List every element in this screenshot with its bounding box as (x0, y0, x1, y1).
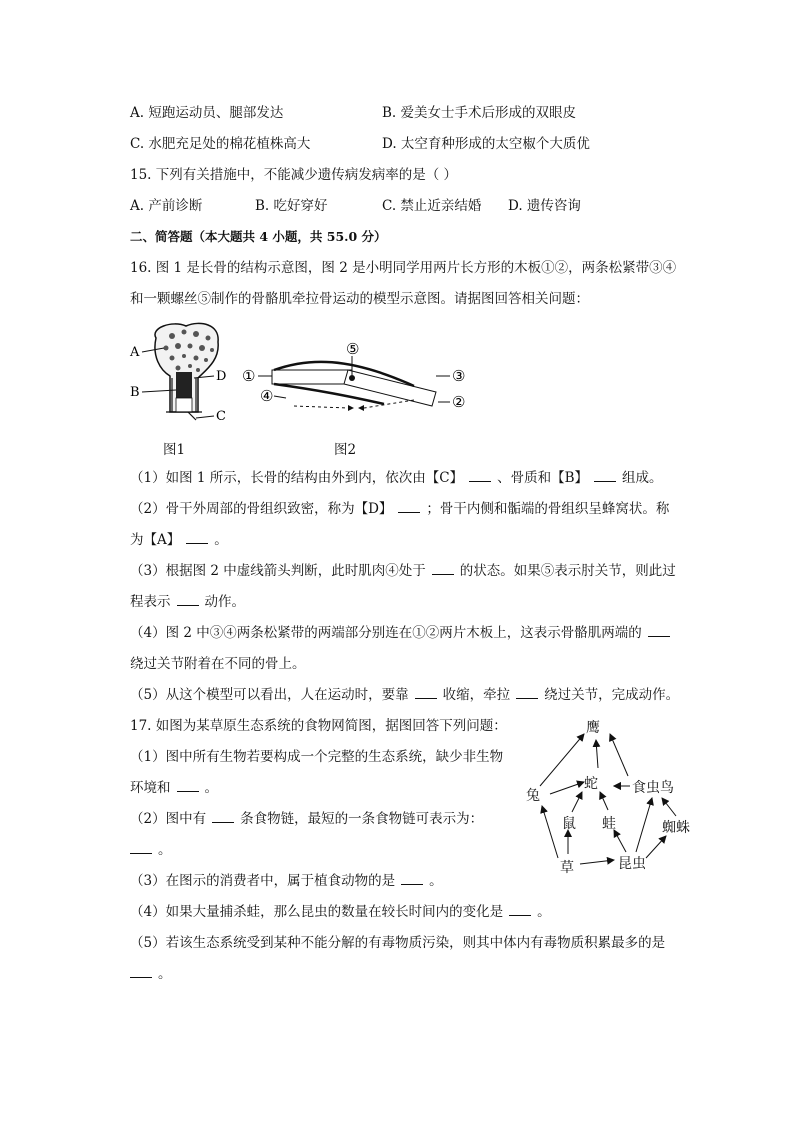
q17-part4: （4）如果大量捕杀蛙，那么昆虫的数量在较长时间内的变化是 。 (130, 904, 551, 920)
web-grass: 草 (560, 860, 574, 876)
fig2-mark-3: ③ (452, 367, 466, 385)
q14-option-c: C. 水肥充足处的棉花植株高大 (130, 136, 311, 152)
q14-option-d: D. 太空育种形成的太空椒个大质优 (382, 136, 590, 152)
web-bird: 食虫鸟 (632, 780, 674, 796)
fig2-mark-5: ⑤ (346, 340, 360, 358)
food-web-diagram (518, 712, 698, 880)
long-bone-figure (128, 320, 238, 430)
q17-part5: （5）若该生态系统受到某种不能分解的有毒物质污染，则其中体内有毒物质积累最多的是 (130, 935, 666, 951)
q16-part3: （3）根据图 2 中虚线箭头判断，此时肌肉④处于 的状态。如果⑤表示肘关节，则此过 (130, 563, 676, 579)
fig1-letter-c: C (216, 409, 226, 424)
web-spider: 蜘蛛 (662, 820, 690, 836)
q17-part2-cont: 。 (130, 841, 172, 859)
fig1-letter-d: D (216, 369, 227, 384)
fig2-mark-1: ① (242, 367, 256, 385)
web-hawk: 鹰 (586, 720, 600, 736)
q15-stem: 15. 下列有关措施中，不能减少遗传病发病率的是（ ） (130, 167, 458, 183)
q16-part3-cont: 程表示 动作。 (130, 594, 245, 610)
q17-part3: （3）在图示的消费者中，属于植食动物的是 。 (130, 873, 443, 889)
q16-stem-line1: 16. 图 1 是长骨的结构示意图，图 2 是小明同学用两片长方形的木板①②，两条松紧带③④ (130, 260, 677, 276)
q17-part5-cont: 。 (130, 965, 172, 983)
web-frog: 蛙 (602, 816, 616, 832)
q15-option-b: B. 吃好穿好 (255, 198, 328, 214)
q14-option-b: B. 爱美女士手术后形成的双眼皮 (382, 105, 577, 121)
section-heading: 二、简答题（本大题共 4 小题，共 55.0 分） (130, 229, 387, 244)
q16-part4-cont: 绕过关节附着在不同的骨上。 (130, 656, 306, 672)
web-snake: 蛇 (584, 776, 598, 792)
fig1-caption: 图1 (163, 442, 186, 458)
q15-option-a: A. 产前诊断 (130, 198, 203, 214)
fig2-mark-4: ④ (260, 387, 274, 405)
fig1-letter-a: A (130, 345, 140, 360)
fig1-letter-b: B (130, 385, 140, 400)
q16-part2: （2）骨干外周部的骨组织致密，称为【D】 ；骨干内侧和骺端的骨组织呈蜂窝状。称 (130, 501, 670, 517)
q16-part4: （4）图 2 中③④两条松紧带的两端部分别连在①②两片木板上，这表示骨骼肌两端的 (130, 624, 676, 642)
q14-option-a: A. 短跑运动员、腿部发达 (130, 105, 284, 121)
q15-option-c: C. 禁止近亲结婚 (382, 198, 482, 214)
q16-part1: （1）如图 1 所示，长骨的结构由外到内，依次由【C】 、骨质和【B】 组成。 (130, 470, 663, 486)
q17-part2: （2）图中有 条食物链，最短的一条食物链可表示为： (130, 811, 484, 827)
web-insect: 昆虫 (618, 856, 646, 872)
muscle-model-figure (238, 336, 478, 426)
web-mouse: 鼠 (562, 816, 576, 832)
fig2-caption: 图2 (334, 442, 357, 458)
fig2-mark-2: ② (452, 393, 466, 411)
web-rabbit: 兔 (526, 788, 540, 804)
q17-stem: 17. 如图为某草原生态系统的食物网简图，据图回答下列问题： (130, 718, 507, 734)
q16-part5: （5）从这个模型可以看出，人在运动时，要靠 收缩，牵拉 绕过关节，完成动作。 (130, 687, 680, 703)
q17-part1: （1）图中所有生物若要构成一个完整的生态系统，缺少非生物 (130, 749, 504, 765)
q16-stem-line2: 和一颗螺丝⑤制作的骨骼肌牵拉骨运动的模型示意图。请据图回答相关问题： (130, 291, 589, 307)
q17-part1-cont: 环境和 。 (130, 780, 218, 796)
q15-option-d: D. 遗传咨询 (508, 198, 581, 214)
q16-part2-cont: 为【A】 。 (130, 532, 228, 548)
